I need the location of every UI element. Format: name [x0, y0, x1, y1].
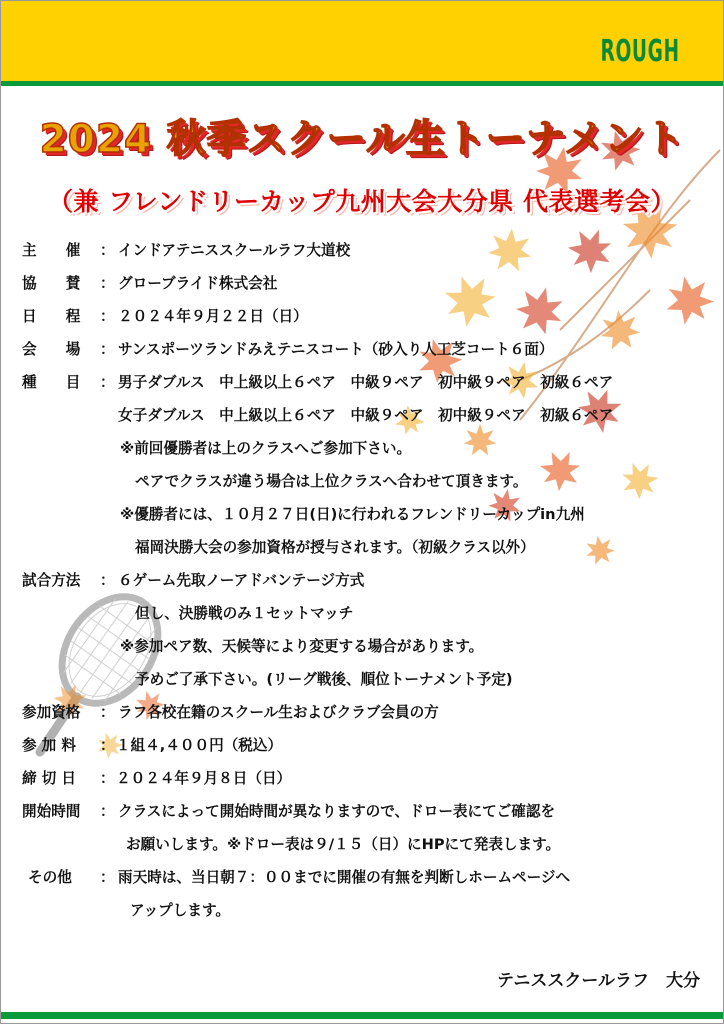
info-value: インドアテニススクールラフ大道校 — [118, 242, 351, 259]
info-label: その他 — [28, 869, 72, 886]
info-colon: ： — [100, 341, 115, 358]
info-note: ※参加ペア数、天候等により変更する場合があります。 — [120, 638, 484, 655]
info-label: 参加資格 — [22, 704, 81, 721]
page-title: 2024 秋季スクール生トーナメント — [39, 117, 685, 162]
info-label: 協 賛 — [22, 275, 81, 292]
info-label: 種 目 — [22, 374, 81, 391]
info-value: ラフ各校在籍のスクール生およびクラブ会員の方 — [118, 704, 439, 721]
page-subtitle: （兼 フレンドリーカップ九州大会大分県 代表選考会） — [47, 187, 677, 216]
info-value: １組４,４００円（税込） — [116, 737, 283, 754]
logo: ROUGH — [600, 34, 680, 69]
info-value: ２０２４年９月８日（日） — [116, 770, 292, 787]
info-colon: ： — [100, 869, 115, 886]
info-value: クラスによって開始時間が異なりますので、ドロー表にてご確認を — [118, 803, 556, 820]
info-label: 日 程 — [22, 308, 81, 325]
info-value: 女子ダブルス 中上級以上６ペア 中級９ペア 初中級９ペア 初級６ペア — [118, 407, 614, 424]
info-value: ２０２４年９月２２日（日） — [118, 308, 308, 325]
info-note: ペアでクラスが違う場合は上位クラスへ合わせて頂きます。 — [135, 473, 528, 490]
info-colon: ： — [100, 275, 115, 292]
info-note: 但し、決勝戦のみ１セットマッチ — [135, 605, 354, 622]
info-value: 男子ダブルス 中上級以上６ペア 中級９ペア 初中級９ペア 初級６ペア — [118, 374, 614, 391]
info-colon: ： — [100, 803, 115, 820]
info-note: 福岡決勝大会の参加資格が授与されます。（初級クラス以外） — [135, 539, 535, 556]
info-note: お願いします。※ドロー表は９/１５（日）にHPにて発表します。 — [126, 836, 561, 853]
info-colon: ： — [100, 737, 115, 754]
info-note: アップします。 — [130, 902, 230, 919]
info-value: グローブライド株式会社 — [118, 275, 278, 292]
info-value: サンスポーツランドみえテニスコート（砂入り人工芝コート６面） — [118, 341, 554, 358]
info-value: 雨天時は、当日朝７：００までに開催の有無を判断しホームページへ — [118, 869, 571, 886]
info-note: ※優勝者には、１０月２７日(日)に行われるフレンドリーカップin九州 — [120, 506, 585, 523]
info-colon: ： — [100, 374, 115, 391]
info-colon: ： — [100, 770, 115, 787]
info-note: 予めご了承下さい。(リーグ戦後、順位トーナメント予定) — [135, 671, 513, 688]
info-label: 締 切 日 — [22, 770, 76, 787]
info-colon: ： — [100, 308, 115, 325]
info-label: 会 場 — [22, 341, 81, 358]
footer-divider — [1, 1012, 723, 1019]
info-note: ※前回優勝者は上のクラスへご参加下さい。 — [120, 440, 412, 457]
info-colon: ： — [100, 242, 115, 259]
info-colon: ： — [100, 572, 115, 589]
info-label: 試合方法 — [22, 572, 81, 589]
footer-school-name: テニススクールラフ 大分 — [497, 971, 700, 991]
info-colon: ： — [100, 704, 115, 721]
info-label: 主 催 — [22, 242, 81, 259]
info-label: 開始時間 — [22, 803, 81, 820]
info-value: ６ゲーム先取ノーアドバンテージ方式 — [118, 572, 365, 589]
info-label: 参 加 料 — [22, 737, 76, 754]
